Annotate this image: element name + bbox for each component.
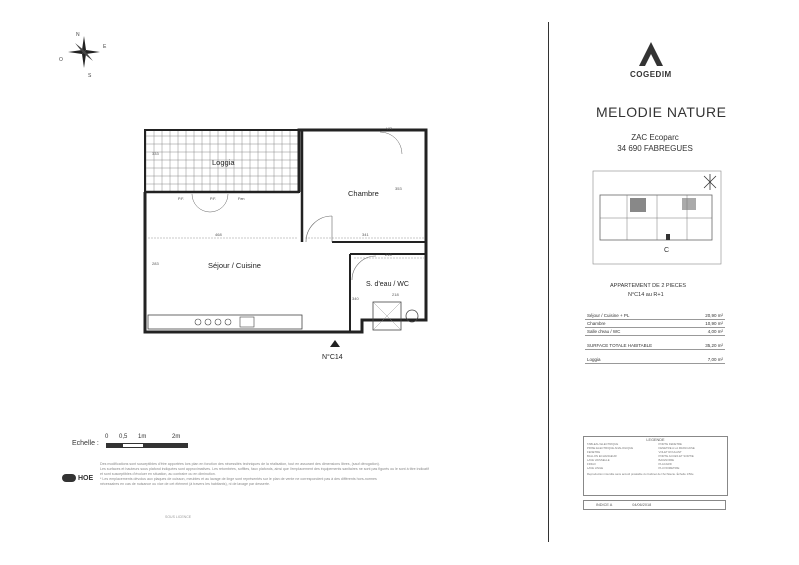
scale-tick: 0,5 [119, 434, 128, 440]
index-box [583, 500, 726, 510]
scale-tick: 2m [172, 434, 181, 440]
scale-tick: 0 [105, 434, 109, 440]
legend-item: PORTE ACCES ET SORTIE [658, 454, 694, 458]
fixture-label: V.R. [386, 127, 394, 131]
surface-total-value: 35,20 m² [705, 343, 723, 348]
note-line: nécessaires en cas de nuisance ou vice de cet élément (à travers les habitants), ni de lavage par desserte. [100, 482, 270, 486]
brand-logo-text: COGEDIM [630, 70, 672, 79]
dim-label: 353 [395, 186, 402, 191]
legend-item: PLUVIOMETRIE [658, 466, 680, 470]
loggia-value: 7,00 m² [707, 357, 723, 362]
hoe-logo [62, 474, 93, 482]
compass-e: E [103, 44, 107, 50]
index-date: 04/06/2018 [632, 503, 652, 507]
address-line-1: ZAC Ecoparc [631, 133, 679, 142]
keyplan-marker: C [664, 247, 670, 254]
dim-label: 218 [392, 292, 399, 297]
legend-item: BALLON ECHANGEUR [587, 454, 617, 458]
scale-label: Echelle : [72, 440, 99, 447]
legend-item: VOLET ROULANT [658, 450, 682, 454]
dim-label: 468 [215, 232, 222, 237]
legend-item: PRISE ELECTRIQUE ANALOGIQUE [587, 446, 634, 450]
program-title: MELODIE NATURE [596, 104, 727, 120]
legend-item: FRIGO [587, 462, 596, 466]
compass-o: O [59, 57, 63, 63]
address-line-2: 34 690 FABREGUES [617, 144, 693, 153]
index-label: INDICE A [596, 503, 613, 507]
room-label-sejour: Séjour / Cuisine [208, 261, 261, 270]
apartment-lot: N°C14 au R+1 [628, 292, 664, 298]
dim-label: 333 [152, 151, 159, 156]
legend-item: PORTE FENETRE [658, 442, 682, 446]
hoe-badge-icon [62, 474, 76, 482]
surface-row [585, 312, 725, 320]
fixture-label: P.F. [178, 197, 185, 201]
apartment-floor-plan [130, 120, 450, 370]
disclaimer-notes [100, 462, 540, 487]
compass-rose-icon [58, 28, 110, 80]
window-arc-3 [380, 132, 402, 154]
legend-item: LAVE LINGE [587, 466, 604, 470]
legend-box [583, 436, 728, 496]
note-line: Les surfaces et hauteurs sous plafond indiquées sont approximatives. Les retombées, soffites, faux plafonds, ainsi que l'emplacement des équipements sanitaires ne sont pas figurés ou le sont à titre indicatif [100, 467, 429, 471]
surface-table [585, 312, 725, 364]
scale-bar [106, 443, 188, 448]
legend-title: LEGENDE [646, 438, 665, 442]
footer-small-text: SOUS LICENCE [165, 515, 192, 519]
compass-n: N [76, 32, 80, 38]
legend-footer: Reproduction interdite sans accord préalable du Cabinet de l'Architecte. Échelle 1/50e [587, 472, 694, 476]
apartment-type: APPARTEMENT DE 2 PIECES [610, 283, 687, 289]
surface-total-row [585, 342, 725, 350]
room-label-chambre: Chambre [348, 189, 379, 198]
scale-tick: 1m [138, 434, 147, 440]
dim-label: 340 [352, 296, 359, 301]
surface-label: Salle d'eau / WC [587, 329, 621, 334]
compass-s: S [88, 73, 92, 79]
note-line: * Les emplacements dévolus aux plaques de cuisson, meubles et au lavage de linge sont représentés sur le plan de vente ne correspondent pas à des différents hors-normes [100, 477, 377, 481]
surface-value: 4,00 m² [707, 329, 723, 334]
legend-item: BAIGNOIRE [658, 458, 675, 462]
surface-value: 20,90 m² [705, 313, 723, 318]
lot-arrow-icon [330, 340, 340, 347]
loggia-label: Loggia [587, 357, 601, 362]
bathroom-door-arc [352, 256, 376, 280]
room-label-loggia: Loggia [212, 158, 235, 167]
note-line: et sont susceptibles d'évoluer en situation, au contraire ou en diminution. [100, 472, 216, 476]
note-line: Des modifications sont susceptibles d'être apportées lors plan en fonction des nécessités techniques de la réalisation, tout en assurant des dimensions libres, (sauf dérogation). [100, 462, 380, 466]
lot-label: N°C14 [322, 354, 343, 361]
surface-label: Séjour / Cuisine + PL [587, 313, 630, 318]
surface-total-label: SURFACE TOTALE HABITABLE [587, 343, 653, 348]
dim-label: 283 [152, 261, 159, 266]
room-label-sde: S. d'eau / WC [366, 281, 409, 288]
surface-value: 10,90 m² [705, 321, 723, 326]
legend-item: TABLEAU ELECTRIQUE [587, 442, 619, 446]
legend-item: FENETRE A LA FRANCAISE [658, 446, 695, 450]
cogedim-logo-icon [633, 40, 669, 68]
dim-label: 341 [362, 232, 369, 237]
surface-row [585, 328, 725, 336]
legend-item: PLACARD [658, 462, 672, 466]
dim-label: 216 [385, 252, 392, 257]
fixture-label: Fen [238, 197, 245, 201]
hoe-text: HOE [78, 474, 94, 482]
surface-row [585, 320, 725, 328]
sheet-divider [548, 22, 549, 542]
window-arc-1 [192, 194, 210, 212]
legend-item: FENETRE [587, 450, 601, 454]
loggia-row [585, 356, 725, 364]
surface-label: Chambre [587, 321, 606, 326]
key-plan [592, 170, 722, 265]
fixture-label: P.F. [210, 197, 217, 201]
legend-item: LAVE VAISSELLE [587, 458, 610, 462]
